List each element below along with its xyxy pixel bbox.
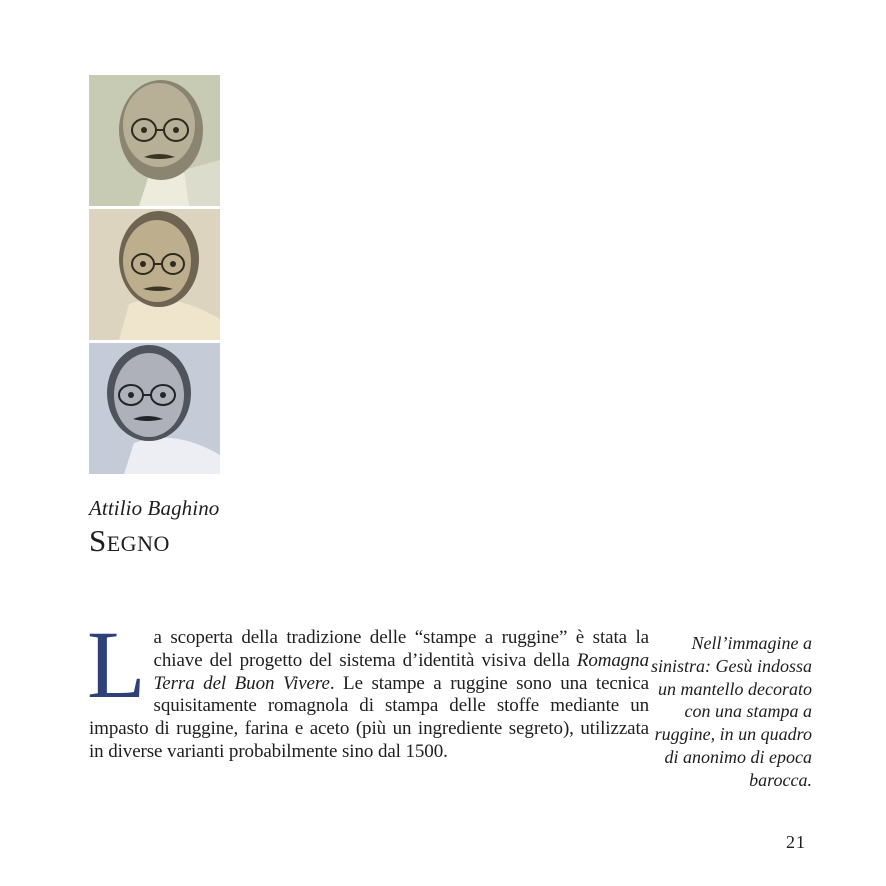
page-title: Segno [89, 523, 170, 558]
dropcap-letter: L [87, 611, 146, 718]
portrait-photo [89, 75, 220, 206]
portrait-photo [89, 209, 220, 340]
body-emphasis: Romagna Terra del Buon Vivere [153, 649, 649, 694]
side-note-caption: Nell’immagine a sinistra: Gesù indossa un mantello decorato con una stampa a ruggine, in un quadro di anonimo di epoca barocca. [650, 633, 812, 790]
portrait-column [89, 75, 220, 474]
body-paragraph [87, 611, 649, 764]
body-text-part: . Le stampe a ruggine sono una tecnica squisitamente romagnola di stampa delle stoffe mediante un impasto di ruggine, farina e aceto (più un ingrediente segreto), utilizzata in diverse varianti probabilmente sino dal 1500. [89, 672, 649, 762]
body-text-part: a scoperta della tradizione delle “stampe a ruggine” è stata la chiave del progetto del sistema d’identità visiva della [153, 627, 649, 671]
portrait-photo [89, 343, 220, 474]
author-name: Attilio Baghino [89, 496, 220, 520]
page-number: 21 [786, 832, 806, 852]
